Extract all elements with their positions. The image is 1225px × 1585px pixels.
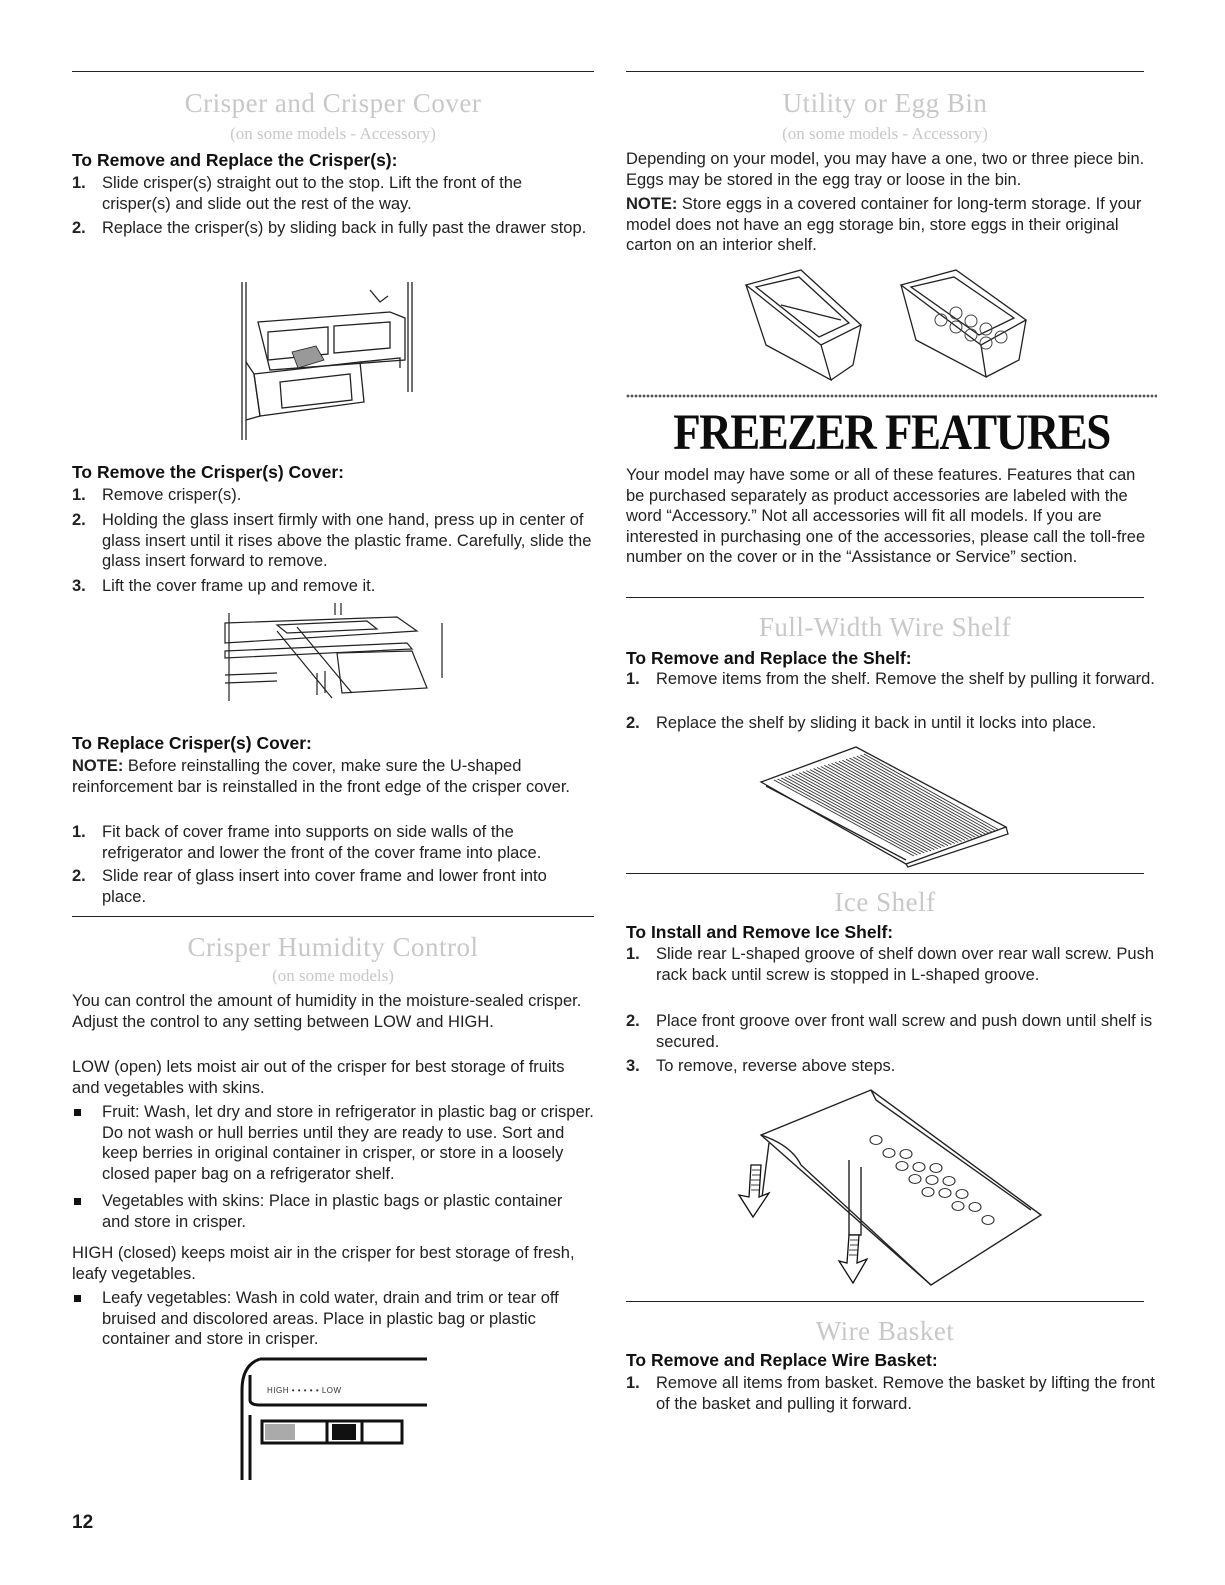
section-title-humidity: Crisper Humidity Control: [187, 932, 479, 962]
section-title-ice-shelf: Ice Shelf: [834, 887, 936, 917]
dotted-divider: [626, 394, 1157, 398]
list-item: 3. To remove, reverse above steps.: [626, 1057, 896, 1075]
section-divider: [72, 71, 594, 72]
section-title-crisper: Crisper and Crisper Cover: [184, 88, 482, 118]
list-item: 2. Replace the crisper(s) by sliding back in fully past the drawer stop.: [72, 219, 587, 237]
heading-remove-cover: To Remove the Crisper(s) Cover:: [72, 462, 344, 482]
humidity-low-text: LOW (open) lets moist air out of the crisper for best storage of fruits and vegetables with skins.: [72, 1058, 565, 1097]
list-item: 1. Remove all items from basket. Remove the basket by lifting the front of the basket and pulling it forward.: [626, 1374, 1155, 1413]
heading-remove-replace-shelf: To Remove and Replace the Shelf:: [626, 648, 912, 668]
section-title-egg-bin: Utility or Egg Bin: [782, 88, 988, 118]
section-divider: [626, 597, 1144, 598]
list-item: 1. Remove items from the shelf. Remove the shelf by pulling it forward.: [626, 670, 1155, 688]
section-title-wire-basket: Wire Basket: [815, 1316, 955, 1346]
crisper-drawer-illustration: [240, 282, 430, 442]
humidity-control-illustration: [232, 1355, 432, 1485]
section-divider: [626, 71, 1144, 72]
freezer-features-title: FREEZER FEATURES: [673, 404, 1110, 460]
section-divider: [626, 873, 1144, 874]
heading-remove-replace-crisper: To Remove and Replace the Crisper(s):: [72, 150, 398, 170]
bullet-item: Vegetables with skins: Place in plastic bags or plastic container and store in crisper.: [72, 1191, 594, 1232]
section-title-wire-shelf: Full-Width Wire Shelf: [758, 612, 1012, 642]
egg-bin-illustration: [741, 265, 1041, 385]
list-item: 3. Lift the cover frame up and remove it.: [72, 577, 376, 595]
page-number: 12: [72, 1512, 94, 1533]
humidity-high-text: HIGH (closed) keeps moist air in the crisper for best storage of fresh, leafy vegetables.: [72, 1244, 575, 1283]
humidity-control-label: HIGH • • • • • LOW: [267, 1386, 342, 1395]
bullet-item: Leafy vegetables: Wash in cold water, drain and trim or tear off bruised and discolored areas. Place in plastic bag or plastic container and store in crisper.: [72, 1288, 594, 1350]
heading-wire-basket: To Remove and Replace Wire Basket:: [626, 1350, 938, 1370]
freezer-intro: Your model may have some or all of these features. Features that can be purchased separately as product accessories are labeled with the word “Accessory.” Not all accessories will fit all models. If you are interested in purchasing one of the accessories, please call the toll-free number on the cover or in the “Assistance or Service” section.: [626, 466, 1146, 566]
list-item: 2. Slide rear of glass insert into cover frame and lower front into place.: [72, 867, 547, 906]
heading-replace-cover: To Replace Crisper(s) Cover:: [72, 733, 312, 753]
section-subtitle-humidity: (on some models): [272, 966, 394, 985]
heading-ice-shelf: To Install and Remove Ice Shelf:: [626, 922, 894, 942]
note-paragraph: NOTE: Before reinstalling the cover, make sure the U-shaped reinforcement bar is reinstalled in the front edge of the crisper cover.: [72, 757, 571, 796]
section-divider: [626, 1301, 1144, 1302]
wire-shelf-illustration: [756, 742, 1016, 867]
list-item: 1. Slide crisper(s) straight out to the stop. Lift the front of the crisper(s) and slide out the rest of the way.: [72, 174, 523, 213]
humidity-intro: You can control the amount of humidity in the moisture-sealed crisper. Adjust the control to any setting between LOW and HIGH.: [72, 992, 582, 1031]
egg-bin-note: NOTE: Store eggs in a covered container for long-term storage. If your model does not have an egg storage bin, store eggs in their original carton on an interior shelf.: [626, 195, 1142, 254]
list-item: 2. Replace the shelf by sliding it back in until it locks into place.: [626, 714, 1097, 732]
section-subtitle-crisper: (on some models - Accessory): [230, 124, 436, 143]
glass-insert-illustration: [217, 603, 457, 703]
section-divider: [72, 916, 594, 917]
ice-shelf-illustration: [731, 1085, 1051, 1290]
list-item: 1. Fit back of cover frame into supports on side walls of the refrigerator and lower the front of the cover frame into place.: [72, 823, 542, 862]
egg-bin-intro: Depending on your model, you may have a one, two or three piece bin. Eggs may be stored in the egg tray or loose in the bin.: [626, 150, 1145, 189]
list-item: 2. Holding the glass insert firmly with one hand, press up in center of glass insert until it rises above the plastic frame. Carefully, slide the glass insert forward to remove.: [72, 511, 592, 570]
list-item: 1. Remove crisper(s).: [72, 486, 242, 504]
list-item: 2. Place front groove over front wall screw and push down until shelf is secured.: [626, 1012, 1153, 1051]
section-subtitle-egg-bin: (on some models - Accessory): [782, 124, 988, 143]
list-item: 1. Slide rear L-shaped groove of shelf down over rear wall screw. Push rack back until screw is stopped in L-shaped groove.: [626, 945, 1155, 984]
bullet-item: Fruit: Wash, let dry and store in refrigerator in plastic bag or crisper. Do not wash or hull berries until they are ready to use. Sort and keep berries in original container in crisper, or store in a loosely closed paper bag on a refrigerator shelf.: [72, 1102, 594, 1184]
